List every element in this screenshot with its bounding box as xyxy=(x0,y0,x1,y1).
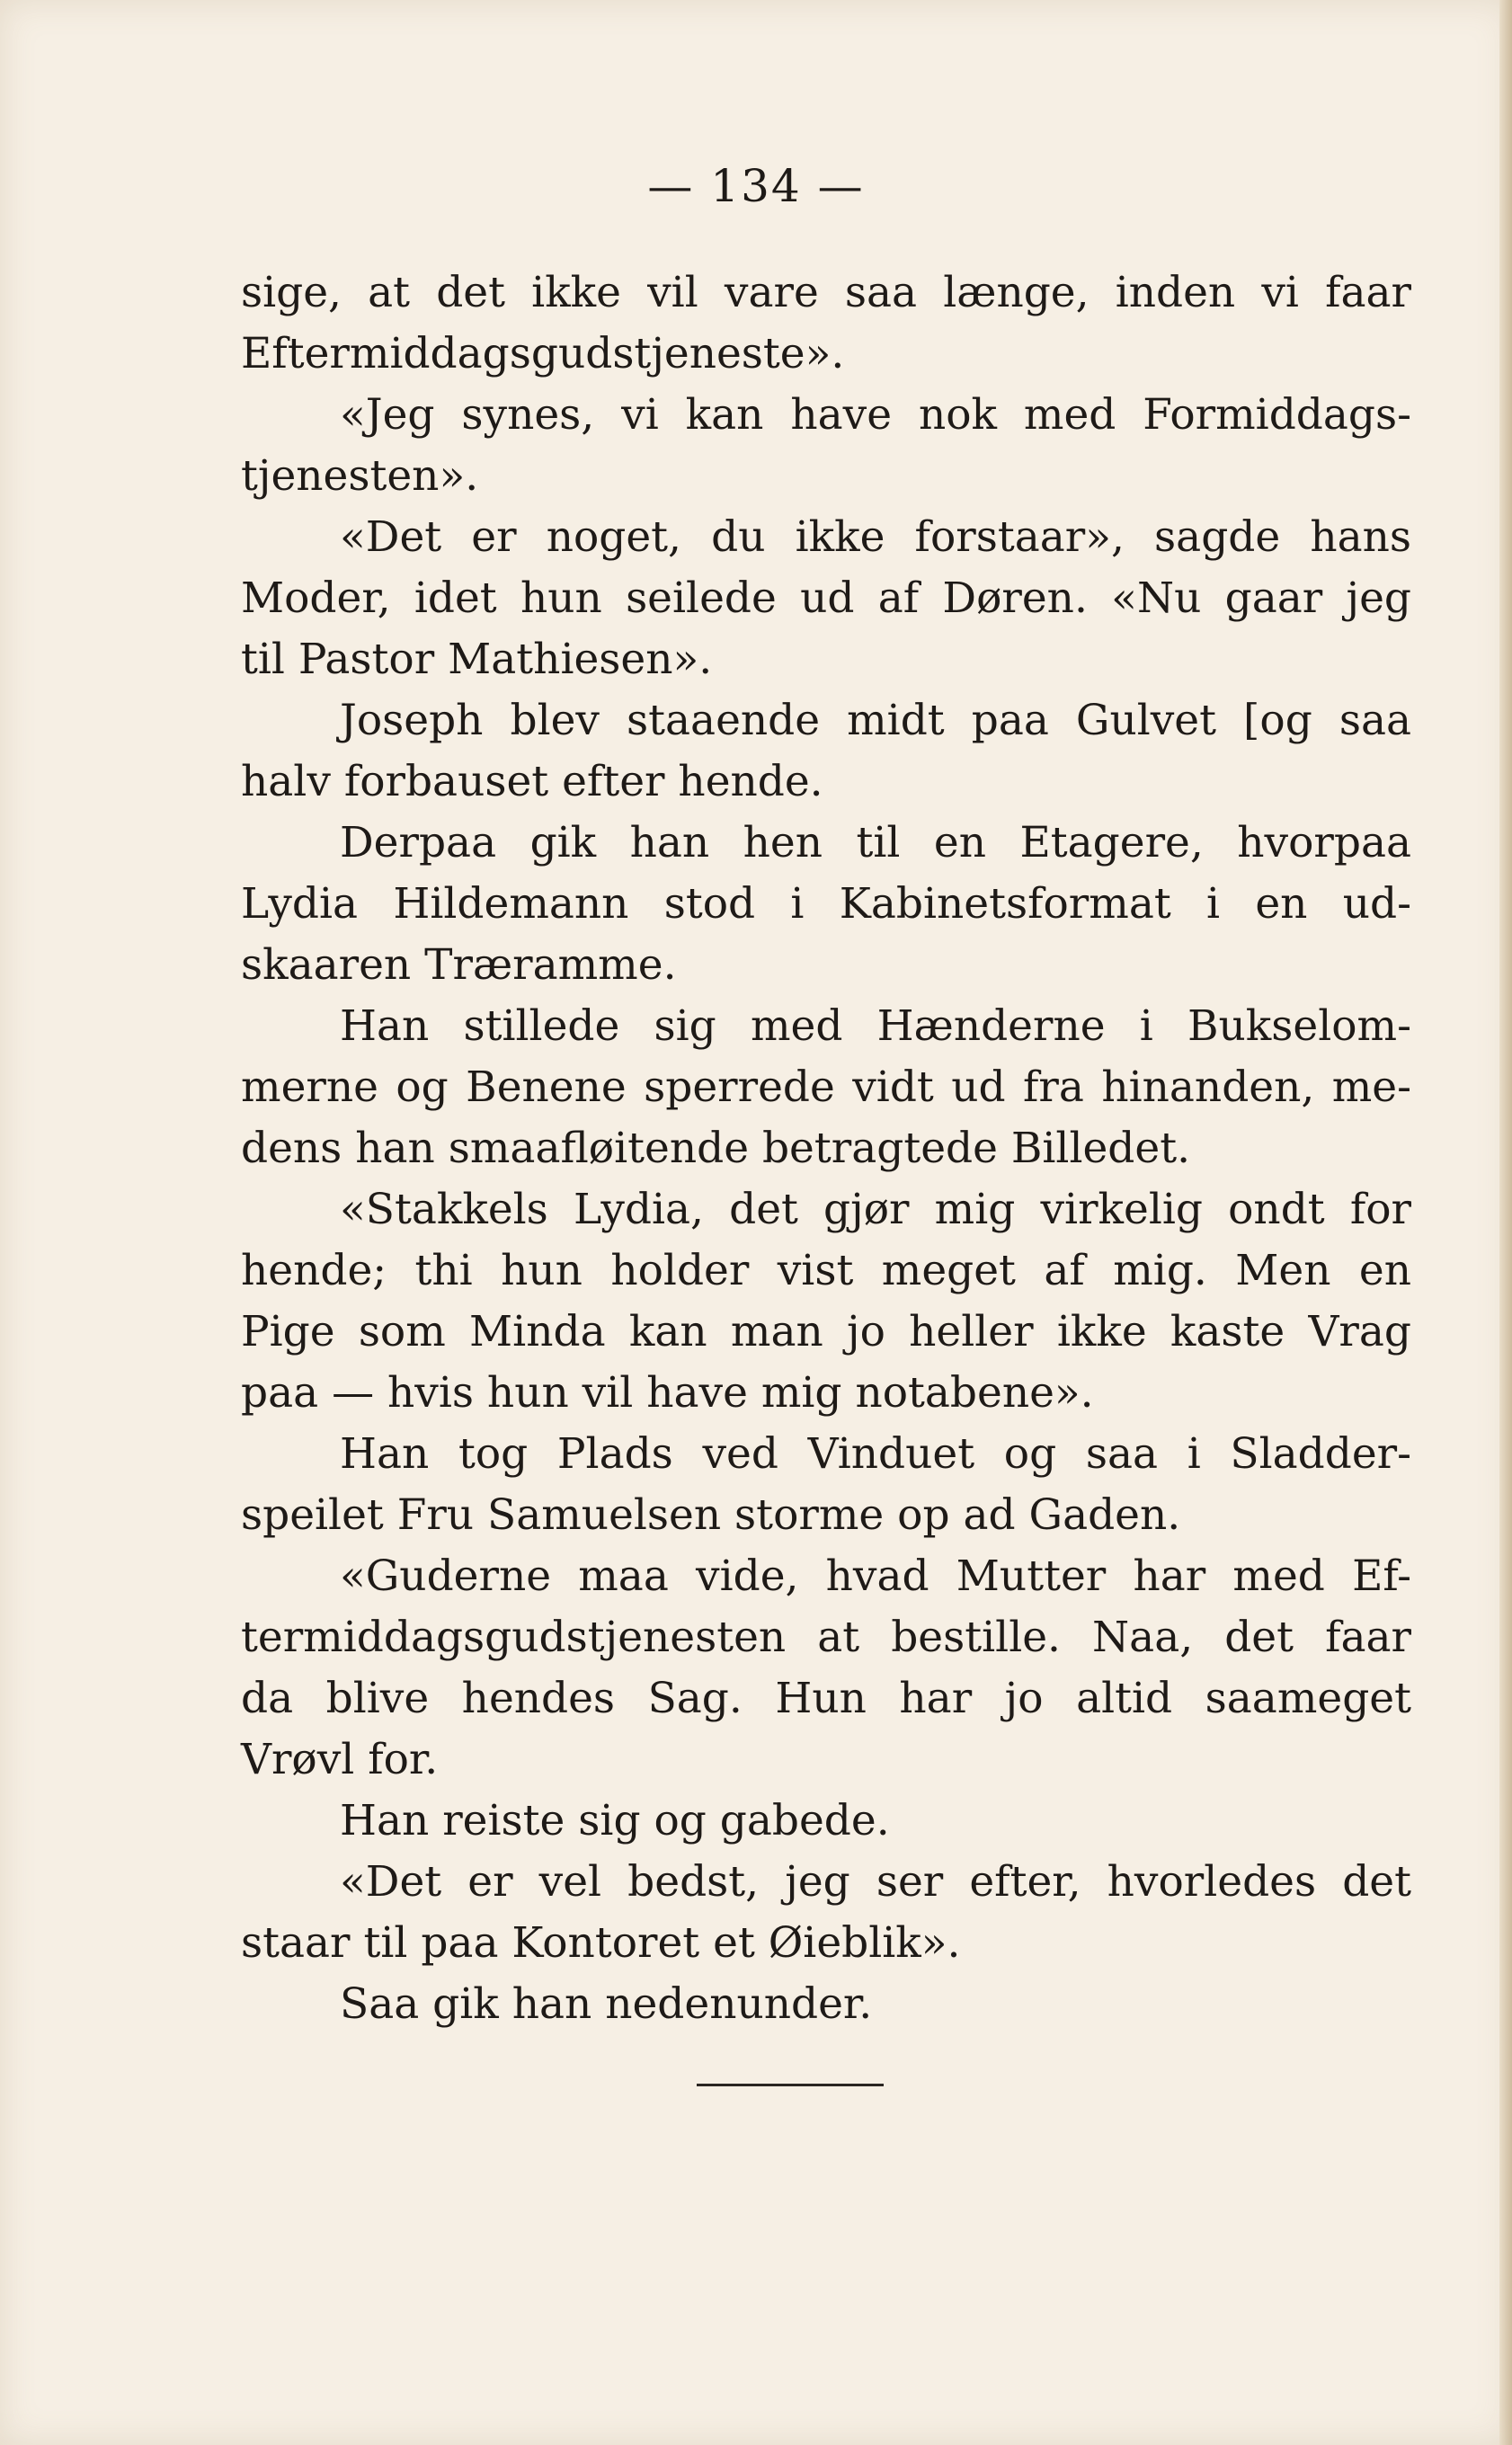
text-line: «Stakkels Lydia, det gjør mig virkelig ondt for xyxy=(340,1185,1411,1234)
text-line: merne og Benene sperrede vidt ud fra hinanden, me- xyxy=(241,1062,1411,1112)
text-line: skaaren Træramme. xyxy=(241,940,677,990)
end-of-chapter-rule xyxy=(697,2084,884,2086)
text-line: sige, at det ikke vil vare saa længe, inden vi faar xyxy=(241,268,1411,317)
page-edge xyxy=(1499,0,1512,2445)
text-line: Derpaa gik han hen til en Etagere, hvorpaa xyxy=(340,818,1411,867)
text-line: speilet Fru Samuelsen storme op ad Gaden. xyxy=(241,1490,1181,1540)
text-line: Han reiste sig og gabede. xyxy=(340,1796,890,1845)
text-line: Han stillede sig med Hænderne i Bukselom- xyxy=(340,1001,1411,1051)
text-line: Saa gik han nedenunder. xyxy=(340,1979,873,2029)
text-line: da blive hendes Sag. Hun har jo altid saameget xyxy=(241,1674,1411,1723)
text-line: staar til paa Kontoret et Øieblik». xyxy=(241,1918,961,1968)
text-line: paa — hvis hun vil have mig notabene». xyxy=(241,1368,1094,1418)
text-line: til Pastor Mathiesen». xyxy=(241,635,713,684)
text-line: «Det er vel bedst, jeg ser efter, hvorledes det xyxy=(340,1857,1411,1907)
text-line: Vrøvl for. xyxy=(241,1735,439,1784)
text-line: halv forbauset efter hende. xyxy=(241,757,823,806)
body-text xyxy=(241,262,1411,2035)
text-line: Pige som Minda kan man jo heller ikke kaste Vrag xyxy=(241,1307,1411,1356)
text-line: Lydia Hildemann stod i Kabinetsformat i en ud- xyxy=(241,879,1411,929)
text-line: Han tog Plads ved Vinduet og saa i Sladder- xyxy=(340,1429,1411,1479)
text-line: «Guderne maa vide, hvad Mutter har med Ef- xyxy=(340,1551,1411,1601)
text-line: «Det er noget, du ikke forstaar», sagde hans xyxy=(340,512,1411,562)
text-line: dens han smaafløitende betragtede Billedet. xyxy=(241,1124,1191,1173)
text-line: hende; thi hun holder vist meget af mig. Men en xyxy=(241,1246,1411,1295)
text-line: «Jeg synes, vi kan have nok med Formiddags- xyxy=(340,390,1411,440)
text-line: termiddagsgudstjenesten at bestille. Naa, det faar xyxy=(241,1613,1411,1662)
text-line: tjenesten». xyxy=(241,451,479,501)
text-line: Joseph blev staaende midt paa Gulvet [og saa xyxy=(340,696,1411,745)
text-line: Moder, idet hun seilede ud af Døren. «Nu gaar jeg xyxy=(241,573,1411,623)
text-line: Eftermiddagsgudstjeneste». xyxy=(241,329,845,378)
page-number: — 134 — xyxy=(647,160,865,212)
